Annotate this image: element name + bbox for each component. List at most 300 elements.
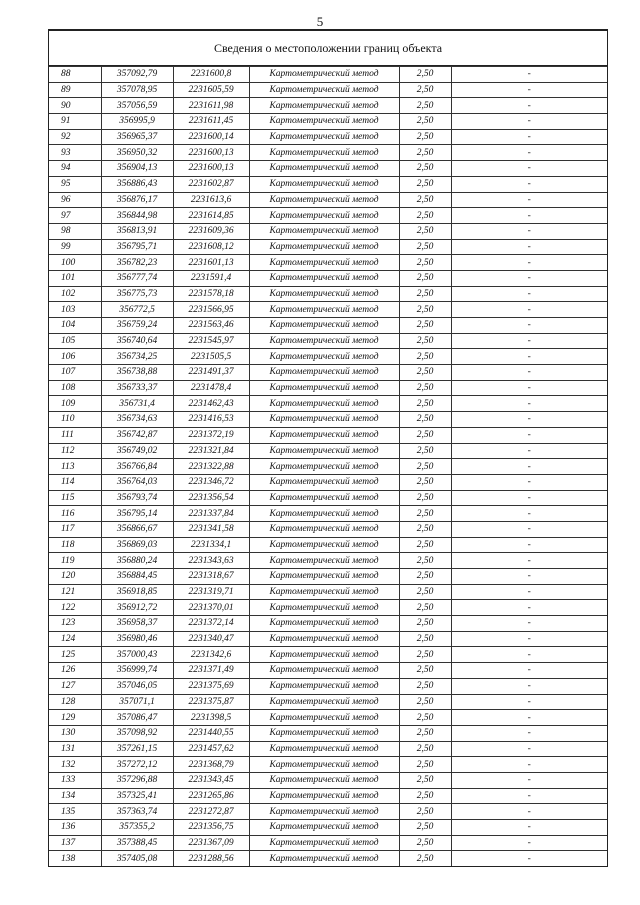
description-cell: - <box>451 678 607 694</box>
description-cell: - <box>451 835 607 851</box>
section-title: Сведения о местоположении границ объекта <box>49 30 607 66</box>
table-row <box>49 427 607 443</box>
y-coordinate-cell: 2231346,72 <box>173 474 249 490</box>
point-number-cell: 96 <box>49 192 101 208</box>
x-coordinate-cell: 357296,88 <box>101 772 173 788</box>
x-coordinate-cell: 356904,13 <box>101 161 173 177</box>
method-cell: Картометрический метод <box>249 804 399 820</box>
accuracy-cell: 2,50 <box>399 161 451 177</box>
x-coordinate-cell: 356759,24 <box>101 318 173 334</box>
x-coordinate-cell: 356764,03 <box>101 474 173 490</box>
point-number-cell: 95 <box>49 176 101 192</box>
description-cell: - <box>451 851 607 866</box>
table-row <box>49 616 607 632</box>
description-cell: - <box>451 788 607 804</box>
y-coordinate-cell: 2231375,69 <box>173 678 249 694</box>
y-coordinate-cell: 2231367,09 <box>173 835 249 851</box>
point-number-cell: 121 <box>49 584 101 600</box>
x-coordinate-cell: 356734,63 <box>101 412 173 428</box>
x-coordinate-cell: 356731,4 <box>101 396 173 412</box>
method-cell: Картометрический метод <box>249 192 399 208</box>
y-coordinate-cell: 2231372,14 <box>173 616 249 632</box>
accuracy-cell: 2,50 <box>399 788 451 804</box>
accuracy-cell: 2,50 <box>399 569 451 585</box>
accuracy-cell: 2,50 <box>399 239 451 255</box>
table-row <box>49 678 607 694</box>
point-number-cell: 127 <box>49 678 101 694</box>
description-cell: - <box>451 741 607 757</box>
method-cell: Картометрический метод <box>249 176 399 192</box>
y-coordinate-cell: 2231342,6 <box>173 647 249 663</box>
y-coordinate-cell: 2231340,47 <box>173 631 249 647</box>
x-coordinate-cell: 356999,74 <box>101 663 173 679</box>
description-cell: - <box>451 176 607 192</box>
description-cell: - <box>451 412 607 428</box>
method-cell: Картометрический метод <box>249 506 399 522</box>
point-number-cell: 101 <box>49 270 101 286</box>
method-cell: Картометрический метод <box>249 694 399 710</box>
point-number-cell: 130 <box>49 725 101 741</box>
table-row <box>49 600 607 616</box>
table-row <box>49 67 607 83</box>
method-cell: Картометрический метод <box>249 757 399 773</box>
point-number-cell: 131 <box>49 741 101 757</box>
y-coordinate-cell: 2231563,46 <box>173 318 249 334</box>
y-coordinate-cell: 2231334,1 <box>173 537 249 553</box>
boundary-table-sheet <box>48 29 608 867</box>
y-coordinate-cell: 2231613,6 <box>173 192 249 208</box>
x-coordinate-cell: 356772,5 <box>101 302 173 318</box>
table-row <box>49 333 607 349</box>
method-cell: Картометрический метод <box>249 553 399 569</box>
description-cell: - <box>451 82 607 98</box>
y-coordinate-cell: 2231601,13 <box>173 255 249 271</box>
description-cell: - <box>451 616 607 632</box>
table-row <box>49 537 607 553</box>
accuracy-cell: 2,50 <box>399 114 451 130</box>
point-number-cell: 134 <box>49 788 101 804</box>
table-row <box>49 772 607 788</box>
method-cell: Картометрический метод <box>249 663 399 679</box>
point-number-cell: 98 <box>49 223 101 239</box>
method-cell: Картометрический метод <box>249 616 399 632</box>
x-coordinate-cell: 356918,85 <box>101 584 173 600</box>
accuracy-cell: 2,50 <box>399 208 451 224</box>
x-coordinate-cell: 357092,79 <box>101 67 173 83</box>
x-coordinate-cell: 356884,45 <box>101 569 173 585</box>
table-row <box>49 741 607 757</box>
method-cell: Картометрический метод <box>249 851 399 866</box>
x-coordinate-cell: 356813,91 <box>101 223 173 239</box>
method-cell: Картометрический метод <box>249 569 399 585</box>
method-cell: Картометрический метод <box>249 631 399 647</box>
point-number-cell: 107 <box>49 365 101 381</box>
x-coordinate-cell: 356886,43 <box>101 176 173 192</box>
table-row <box>49 506 607 522</box>
x-coordinate-cell: 356958,37 <box>101 616 173 632</box>
y-coordinate-cell: 2231341,58 <box>173 521 249 537</box>
method-cell: Картометрический метод <box>249 772 399 788</box>
table-row <box>49 647 607 663</box>
point-number-cell: 88 <box>49 67 101 83</box>
description-cell: - <box>451 349 607 365</box>
accuracy-cell: 2,50 <box>399 270 451 286</box>
description-cell: - <box>451 537 607 553</box>
x-coordinate-cell: 356950,32 <box>101 145 173 161</box>
description-cell: - <box>451 67 607 83</box>
accuracy-cell: 2,50 <box>399 302 451 318</box>
point-number-cell: 106 <box>49 349 101 365</box>
table-row <box>49 459 607 475</box>
y-coordinate-cell: 2231272,87 <box>173 804 249 820</box>
method-cell: Картометрический метод <box>249 443 399 459</box>
y-coordinate-cell: 2231371,49 <box>173 663 249 679</box>
description-cell: - <box>451 569 607 585</box>
point-number-cell: 118 <box>49 537 101 553</box>
point-number-cell: 136 <box>49 820 101 836</box>
method-cell: Картометрический метод <box>249 333 399 349</box>
accuracy-cell: 2,50 <box>399 333 451 349</box>
accuracy-cell: 2,50 <box>399 443 451 459</box>
accuracy-cell: 2,50 <box>399 694 451 710</box>
y-coordinate-cell: 2231611,98 <box>173 98 249 114</box>
accuracy-cell: 2,50 <box>399 396 451 412</box>
x-coordinate-cell: 357272,12 <box>101 757 173 773</box>
y-coordinate-cell: 2231343,45 <box>173 772 249 788</box>
y-coordinate-cell: 2231491,37 <box>173 365 249 381</box>
table-row <box>49 129 607 145</box>
description-cell: - <box>451 427 607 443</box>
point-number-cell: 91 <box>49 114 101 130</box>
y-coordinate-cell: 2231337,84 <box>173 506 249 522</box>
point-number-cell: 105 <box>49 333 101 349</box>
accuracy-cell: 2,50 <box>399 349 451 365</box>
description-cell: - <box>451 663 607 679</box>
description-cell: - <box>451 380 607 396</box>
table-row <box>49 380 607 396</box>
point-number-cell: 129 <box>49 710 101 726</box>
table-row <box>49 851 607 866</box>
accuracy-cell: 2,50 <box>399 490 451 506</box>
method-cell: Картометрический метод <box>249 427 399 443</box>
x-coordinate-cell: 357405,08 <box>101 851 173 866</box>
table-row <box>49 725 607 741</box>
table-row <box>49 161 607 177</box>
table-row <box>49 694 607 710</box>
point-number-cell: 100 <box>49 255 101 271</box>
table-row <box>49 710 607 726</box>
accuracy-cell: 2,50 <box>399 678 451 694</box>
accuracy-cell: 2,50 <box>399 145 451 161</box>
method-cell: Картометрический метод <box>249 67 399 83</box>
table-row <box>49 286 607 302</box>
point-number-cell: 128 <box>49 694 101 710</box>
y-coordinate-cell: 2231370,01 <box>173 600 249 616</box>
table-row <box>49 569 607 585</box>
accuracy-cell: 2,50 <box>399 616 451 632</box>
y-coordinate-cell: 2231288,56 <box>173 851 249 866</box>
method-cell: Картометрический метод <box>249 129 399 145</box>
accuracy-cell: 2,50 <box>399 835 451 851</box>
accuracy-cell: 2,50 <box>399 725 451 741</box>
method-cell: Картометрический метод <box>249 600 399 616</box>
method-cell: Картометрический метод <box>249 396 399 412</box>
method-cell: Картометрический метод <box>249 161 399 177</box>
table-row <box>49 145 607 161</box>
accuracy-cell: 2,50 <box>399 600 451 616</box>
point-number-cell: 117 <box>49 521 101 537</box>
x-coordinate-cell: 356738,88 <box>101 365 173 381</box>
accuracy-cell: 2,50 <box>399 663 451 679</box>
method-cell: Картометрический метод <box>249 678 399 694</box>
table-row <box>49 208 607 224</box>
table-row <box>49 98 607 114</box>
y-coordinate-cell: 2231600,13 <box>173 145 249 161</box>
method-cell: Картометрический метод <box>249 302 399 318</box>
description-cell: - <box>451 208 607 224</box>
x-coordinate-cell: 356869,03 <box>101 537 173 553</box>
accuracy-cell: 2,50 <box>399 286 451 302</box>
x-coordinate-cell: 357056,59 <box>101 98 173 114</box>
x-coordinate-cell: 356876,17 <box>101 192 173 208</box>
x-coordinate-cell: 356995,9 <box>101 114 173 130</box>
y-coordinate-cell: 2231608,12 <box>173 239 249 255</box>
x-coordinate-cell: 356775,73 <box>101 286 173 302</box>
y-coordinate-cell: 2231600,13 <box>173 161 249 177</box>
method-cell: Картометрический метод <box>249 584 399 600</box>
point-number-cell: 115 <box>49 490 101 506</box>
table-row <box>49 584 607 600</box>
table-row <box>49 176 607 192</box>
accuracy-cell: 2,50 <box>399 521 451 537</box>
x-coordinate-cell: 356795,71 <box>101 239 173 255</box>
y-coordinate-cell: 2231614,85 <box>173 208 249 224</box>
y-coordinate-cell: 2231356,54 <box>173 490 249 506</box>
accuracy-cell: 2,50 <box>399 427 451 443</box>
table-row <box>49 820 607 836</box>
x-coordinate-cell: 357046,05 <box>101 678 173 694</box>
accuracy-cell: 2,50 <box>399 553 451 569</box>
method-cell: Картометрический метод <box>249 537 399 553</box>
x-coordinate-cell: 356844,98 <box>101 208 173 224</box>
y-coordinate-cell: 2231398,5 <box>173 710 249 726</box>
y-coordinate-cell: 2231343,63 <box>173 553 249 569</box>
y-coordinate-cell: 2231605,59 <box>173 82 249 98</box>
table-row <box>49 663 607 679</box>
accuracy-cell: 2,50 <box>399 772 451 788</box>
point-number-cell: 89 <box>49 82 101 98</box>
description-cell: - <box>451 694 607 710</box>
description-cell: - <box>451 725 607 741</box>
description-cell: - <box>451 255 607 271</box>
description-cell: - <box>451 459 607 475</box>
table-row <box>49 553 607 569</box>
accuracy-cell: 2,50 <box>399 192 451 208</box>
x-coordinate-cell: 356912,72 <box>101 600 173 616</box>
coordinates-table-body <box>49 67 607 867</box>
description-cell: - <box>451 223 607 239</box>
x-coordinate-cell: 357098,92 <box>101 725 173 741</box>
x-coordinate-cell: 356965,37 <box>101 129 173 145</box>
accuracy-cell: 2,50 <box>399 255 451 271</box>
accuracy-cell: 2,50 <box>399 129 451 145</box>
accuracy-cell: 2,50 <box>399 98 451 114</box>
x-coordinate-cell: 356782,23 <box>101 255 173 271</box>
table-row <box>49 757 607 773</box>
y-coordinate-cell: 2231318,67 <box>173 569 249 585</box>
description-cell: - <box>451 757 607 773</box>
point-number-cell: 132 <box>49 757 101 773</box>
point-number-cell: 109 <box>49 396 101 412</box>
x-coordinate-cell: 357000,43 <box>101 647 173 663</box>
method-cell: Картометрический метод <box>249 208 399 224</box>
point-number-cell: 111 <box>49 427 101 443</box>
description-cell: - <box>451 820 607 836</box>
accuracy-cell: 2,50 <box>399 537 451 553</box>
y-coordinate-cell: 2231368,79 <box>173 757 249 773</box>
y-coordinate-cell: 2231478,4 <box>173 380 249 396</box>
x-coordinate-cell: 357078,95 <box>101 82 173 98</box>
y-coordinate-cell: 2231372,19 <box>173 427 249 443</box>
description-cell: - <box>451 584 607 600</box>
table-row <box>49 804 607 820</box>
y-coordinate-cell: 2231600,8 <box>173 67 249 83</box>
x-coordinate-cell: 357363,74 <box>101 804 173 820</box>
method-cell: Картометрический метод <box>249 412 399 428</box>
point-number-cell: 113 <box>49 459 101 475</box>
y-coordinate-cell: 2231416,53 <box>173 412 249 428</box>
y-coordinate-cell: 2231611,45 <box>173 114 249 130</box>
table-row <box>49 443 607 459</box>
description-cell: - <box>451 365 607 381</box>
x-coordinate-cell: 356980,46 <box>101 631 173 647</box>
description-cell: - <box>451 98 607 114</box>
x-coordinate-cell: 356766,84 <box>101 459 173 475</box>
description-cell: - <box>451 161 607 177</box>
accuracy-cell: 2,50 <box>399 67 451 83</box>
y-coordinate-cell: 2231356,75 <box>173 820 249 836</box>
description-cell: - <box>451 804 607 820</box>
description-cell: - <box>451 553 607 569</box>
table-row <box>49 396 607 412</box>
point-number-cell: 99 <box>49 239 101 255</box>
point-number-cell: 137 <box>49 835 101 851</box>
method-cell: Картометрический метод <box>249 82 399 98</box>
accuracy-cell: 2,50 <box>399 412 451 428</box>
y-coordinate-cell: 2231440,55 <box>173 725 249 741</box>
point-number-cell: 112 <box>49 443 101 459</box>
x-coordinate-cell: 356740,64 <box>101 333 173 349</box>
method-cell: Картометрический метод <box>249 820 399 836</box>
y-coordinate-cell: 2231602,87 <box>173 176 249 192</box>
description-cell: - <box>451 239 607 255</box>
table-row <box>49 835 607 851</box>
description-cell: - <box>451 129 607 145</box>
y-coordinate-cell: 2231321,84 <box>173 443 249 459</box>
method-cell: Картометрический метод <box>249 239 399 255</box>
x-coordinate-cell: 356793,74 <box>101 490 173 506</box>
table-row <box>49 255 607 271</box>
table-row <box>49 474 607 490</box>
y-coordinate-cell: 2231322,88 <box>173 459 249 475</box>
description-cell: - <box>451 396 607 412</box>
point-number-cell: 124 <box>49 631 101 647</box>
point-number-cell: 103 <box>49 302 101 318</box>
table-row <box>49 302 607 318</box>
description-cell: - <box>451 270 607 286</box>
accuracy-cell: 2,50 <box>399 757 451 773</box>
accuracy-cell: 2,50 <box>399 710 451 726</box>
method-cell: Картометрический метод <box>249 223 399 239</box>
description-cell: - <box>451 772 607 788</box>
description-cell: - <box>451 474 607 490</box>
point-number-cell: 125 <box>49 647 101 663</box>
point-number-cell: 119 <box>49 553 101 569</box>
description-cell: - <box>451 631 607 647</box>
table-row <box>49 349 607 365</box>
accuracy-cell: 2,50 <box>399 380 451 396</box>
accuracy-cell: 2,50 <box>399 318 451 334</box>
method-cell: Картометрический метод <box>249 835 399 851</box>
x-coordinate-cell: 356880,24 <box>101 553 173 569</box>
y-coordinate-cell: 2231578,18 <box>173 286 249 302</box>
method-cell: Картометрический метод <box>249 380 399 396</box>
x-coordinate-cell: 357086,47 <box>101 710 173 726</box>
accuracy-cell: 2,50 <box>399 176 451 192</box>
method-cell: Картометрический метод <box>249 490 399 506</box>
y-coordinate-cell: 2231591,4 <box>173 270 249 286</box>
x-coordinate-cell: 356749,02 <box>101 443 173 459</box>
x-coordinate-cell: 356742,87 <box>101 427 173 443</box>
description-cell: - <box>451 318 607 334</box>
description-cell: - <box>451 490 607 506</box>
x-coordinate-cell: 356733,37 <box>101 380 173 396</box>
x-coordinate-cell: 357388,45 <box>101 835 173 851</box>
table-row <box>49 192 607 208</box>
table-row <box>49 82 607 98</box>
description-cell: - <box>451 710 607 726</box>
accuracy-cell: 2,50 <box>399 647 451 663</box>
y-coordinate-cell: 2231457,62 <box>173 741 249 757</box>
table-row <box>49 365 607 381</box>
method-cell: Картометрический метод <box>249 114 399 130</box>
point-number-cell: 126 <box>49 663 101 679</box>
point-number-cell: 138 <box>49 851 101 866</box>
description-cell: - <box>451 145 607 161</box>
point-number-cell: 102 <box>49 286 101 302</box>
accuracy-cell: 2,50 <box>399 223 451 239</box>
method-cell: Картометрический метод <box>249 98 399 114</box>
description-cell: - <box>451 286 607 302</box>
accuracy-cell: 2,50 <box>399 804 451 820</box>
table-row <box>49 270 607 286</box>
y-coordinate-cell: 2231375,87 <box>173 694 249 710</box>
point-number-cell: 108 <box>49 380 101 396</box>
description-cell: - <box>451 333 607 349</box>
accuracy-cell: 2,50 <box>399 584 451 600</box>
method-cell: Картометрический метод <box>249 286 399 302</box>
method-cell: Картометрический метод <box>249 145 399 161</box>
description-cell: - <box>451 506 607 522</box>
x-coordinate-cell: 356734,25 <box>101 349 173 365</box>
point-number-cell: 110 <box>49 412 101 428</box>
point-number-cell: 135 <box>49 804 101 820</box>
accuracy-cell: 2,50 <box>399 365 451 381</box>
description-cell: - <box>451 443 607 459</box>
point-number-cell: 123 <box>49 616 101 632</box>
table-row <box>49 490 607 506</box>
point-number-cell: 92 <box>49 129 101 145</box>
